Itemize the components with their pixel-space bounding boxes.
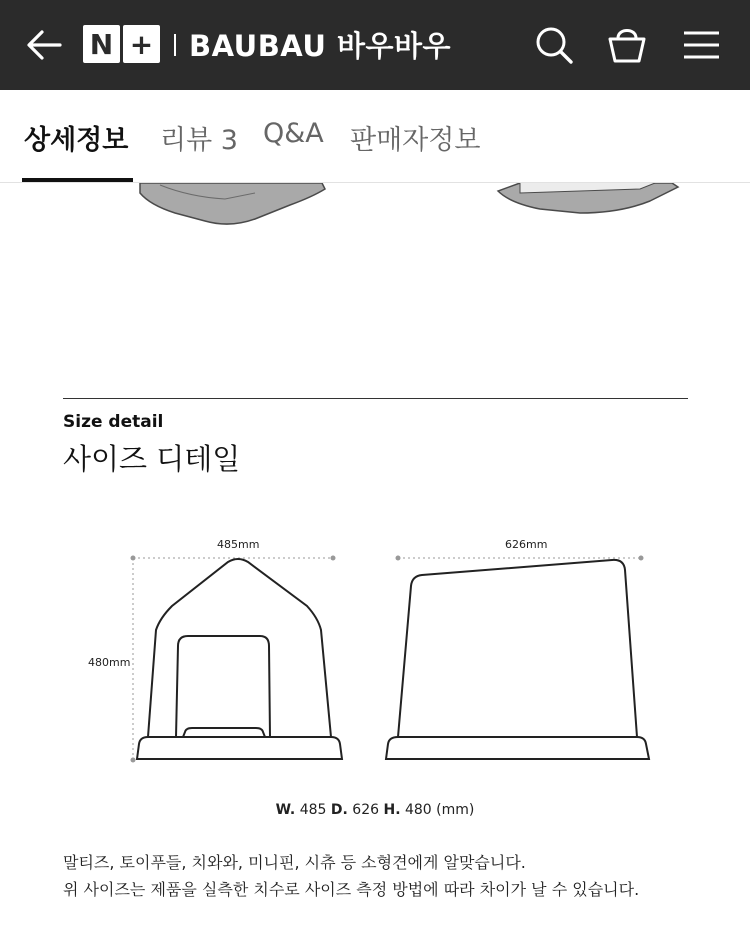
size-detail-title-en: Size detail bbox=[63, 412, 164, 432]
tab-qna[interactable]: Q&A bbox=[263, 118, 324, 149]
brand-name[interactable]: BAUBAU 바우바우 bbox=[189, 29, 452, 63]
tab-seller-info[interactable]: 판매자정보 bbox=[350, 125, 481, 156]
size-description-line-2: 위 사이즈는 제품을 실측한 치수로 사이즈 측정 방법에 따라 차이가 날 수 있습니다. bbox=[63, 880, 640, 899]
depth-label: 626mm bbox=[505, 538, 548, 551]
spec-h-val: 480 (mm) bbox=[404, 802, 475, 818]
spec-d-val: 626 bbox=[352, 802, 380, 818]
spec-w-val: 485 bbox=[299, 802, 327, 818]
back-arrow-icon[interactable] bbox=[24, 25, 64, 65]
side-view-house bbox=[386, 560, 649, 759]
product-photo-crop bbox=[0, 183, 750, 243]
tab-detail[interactable]: 상세정보 bbox=[24, 125, 129, 156]
active-tab-indicator bbox=[22, 178, 133, 182]
hamburger-menu-icon[interactable] bbox=[682, 24, 722, 66]
width-label: 485mm bbox=[217, 538, 260, 551]
height-label: 480mm bbox=[88, 656, 131, 669]
size-description-line-1: 말티즈, 토이푸들, 치와와, 미니핀, 시츄 등 소형견에게 알맞습니다. bbox=[63, 853, 526, 872]
size-diagram bbox=[0, 520, 750, 780]
search-icon[interactable] bbox=[534, 24, 574, 66]
section-divider bbox=[63, 398, 688, 399]
shopping-bag-icon[interactable] bbox=[607, 24, 647, 66]
height-dimension-line bbox=[131, 558, 136, 763]
tab-reviews[interactable]: 리뷰 3 bbox=[160, 125, 238, 156]
size-spec-line bbox=[0, 802, 750, 818]
logo-plus: + bbox=[123, 25, 160, 63]
spec-d-key: D. bbox=[330, 802, 348, 818]
logo-letter: N bbox=[83, 25, 120, 63]
spec-h-key: H. bbox=[383, 802, 401, 818]
top-app-bar bbox=[0, 0, 750, 90]
brand-separator bbox=[174, 34, 176, 56]
spec-w-key: W. bbox=[275, 802, 296, 818]
naver-plus-logo[interactable] bbox=[83, 25, 161, 65]
size-detail-title-ko: 사이즈 디테일 bbox=[63, 442, 241, 476]
product-tabs bbox=[0, 90, 750, 183]
front-view-house bbox=[137, 559, 342, 759]
